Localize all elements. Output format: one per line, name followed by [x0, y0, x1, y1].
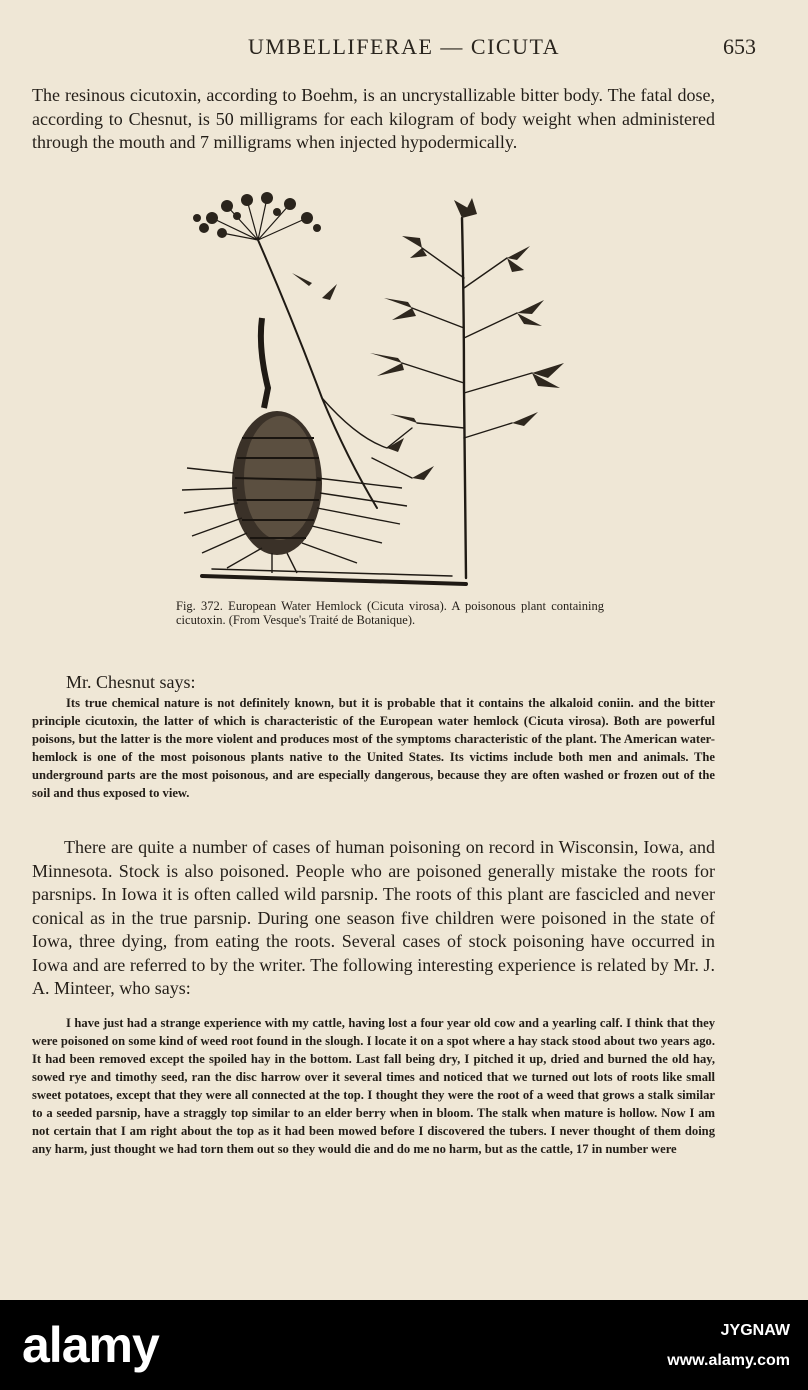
- site-url: www.alamy.com: [667, 1352, 790, 1369]
- hemlock-illustration: [172, 188, 572, 598]
- cases-paragraph: There are quite a number of cases of human poisoning on record in Wisconsin, Iowa, and Minnesota. Stock is also poisoned. People who are poisoned generally mistake the roots for parsnips. In Iowa it is often called wild parsnip. The roots of this plant are fascicled and never conical as in the true parsnip. During one season five children were poisoned in the state of Iowa, three dying, from eating the roots. Several cases of stock poisoning have occurred in Iowa and are referred to by the writer. The following interesting experience is related by Mr. J. A. Minteer, who says:: [32, 837, 715, 998]
- running-title: UMBELLIFERAE — CICUTA: [247, 34, 561, 59]
- chesnut-intro: Mr. Chesnut says:: [66, 672, 196, 692]
- stock-watermark-bar: [0, 1300, 808, 1390]
- intro-paragraph: The resinous cicutoxin, according to Boehm, is an uncrystallizable bitter body. The fatal dose, according to Chesnut, is 50 milligrams for each kilogram of body weight when administered through the mouth and 7 milligrams when injected hypodermically.: [32, 85, 715, 152]
- minteer-quote: I have just had a strange experience with my cattle, having lost a four year old cow and a yearling calf. I think that they were poisoned on some kind of weed root found in the slough. I locate it on a spot where a hay stack stood about two years ago. It had been removed except the spoiled hay in the bottom. Last fall being dry, I pitched it up, dried and burned the old hay, sowed rye and timothy seed, ran the disc harrow over it several times and noticed that we turned out lots of roots like small sweet potatoes, except that they were all connected at the top. I thought they were the root of a weed that grows a stalk similar to a seeded parsnip, have a straggly top similar to an elder berry when in bloom. The stalk when mature is hollow. Now I am not certain that I am right about the top as it had been mowed before I discovered the tubers. I never thought of them doing any harm, just thought we had torn them out so they would die and do me no harm, but as the cattle, 17 in number were: [32, 1016, 715, 1156]
- chesnut-quote: Its true chemical nature is not definitely known, but it is probable that it contains the alkaloid coniin. and the bitter principle cicutoxin, the latter of which is characteristic of the European water hemlock (Cicuta virosa). Both are powerful poisons, but the latter is the more violent and produces most of the symptoms characteristic of the plant. The American water-hemlock is one of the most poisonous plants native to the United States. Its victims include both men and animals. The underground parts are the most poisonous, and are especially dangerous, because they are often washed or frozen out of the soil and thus exposed to view.: [32, 696, 715, 800]
- page-number: 653: [723, 34, 756, 59]
- figure-caption: Fig. 372. European Water Hemlock (Cicuta virosa). A poisonous plant containing cicutoxin. (From Vesque's Traité de Botanique).: [176, 599, 604, 627]
- image-id: JYGNAW: [720, 1322, 790, 1339]
- hemlock-engraving-image: [172, 188, 572, 598]
- alamy-logo: alamy: [22, 1317, 159, 1373]
- running-head: [30, 34, 778, 64]
